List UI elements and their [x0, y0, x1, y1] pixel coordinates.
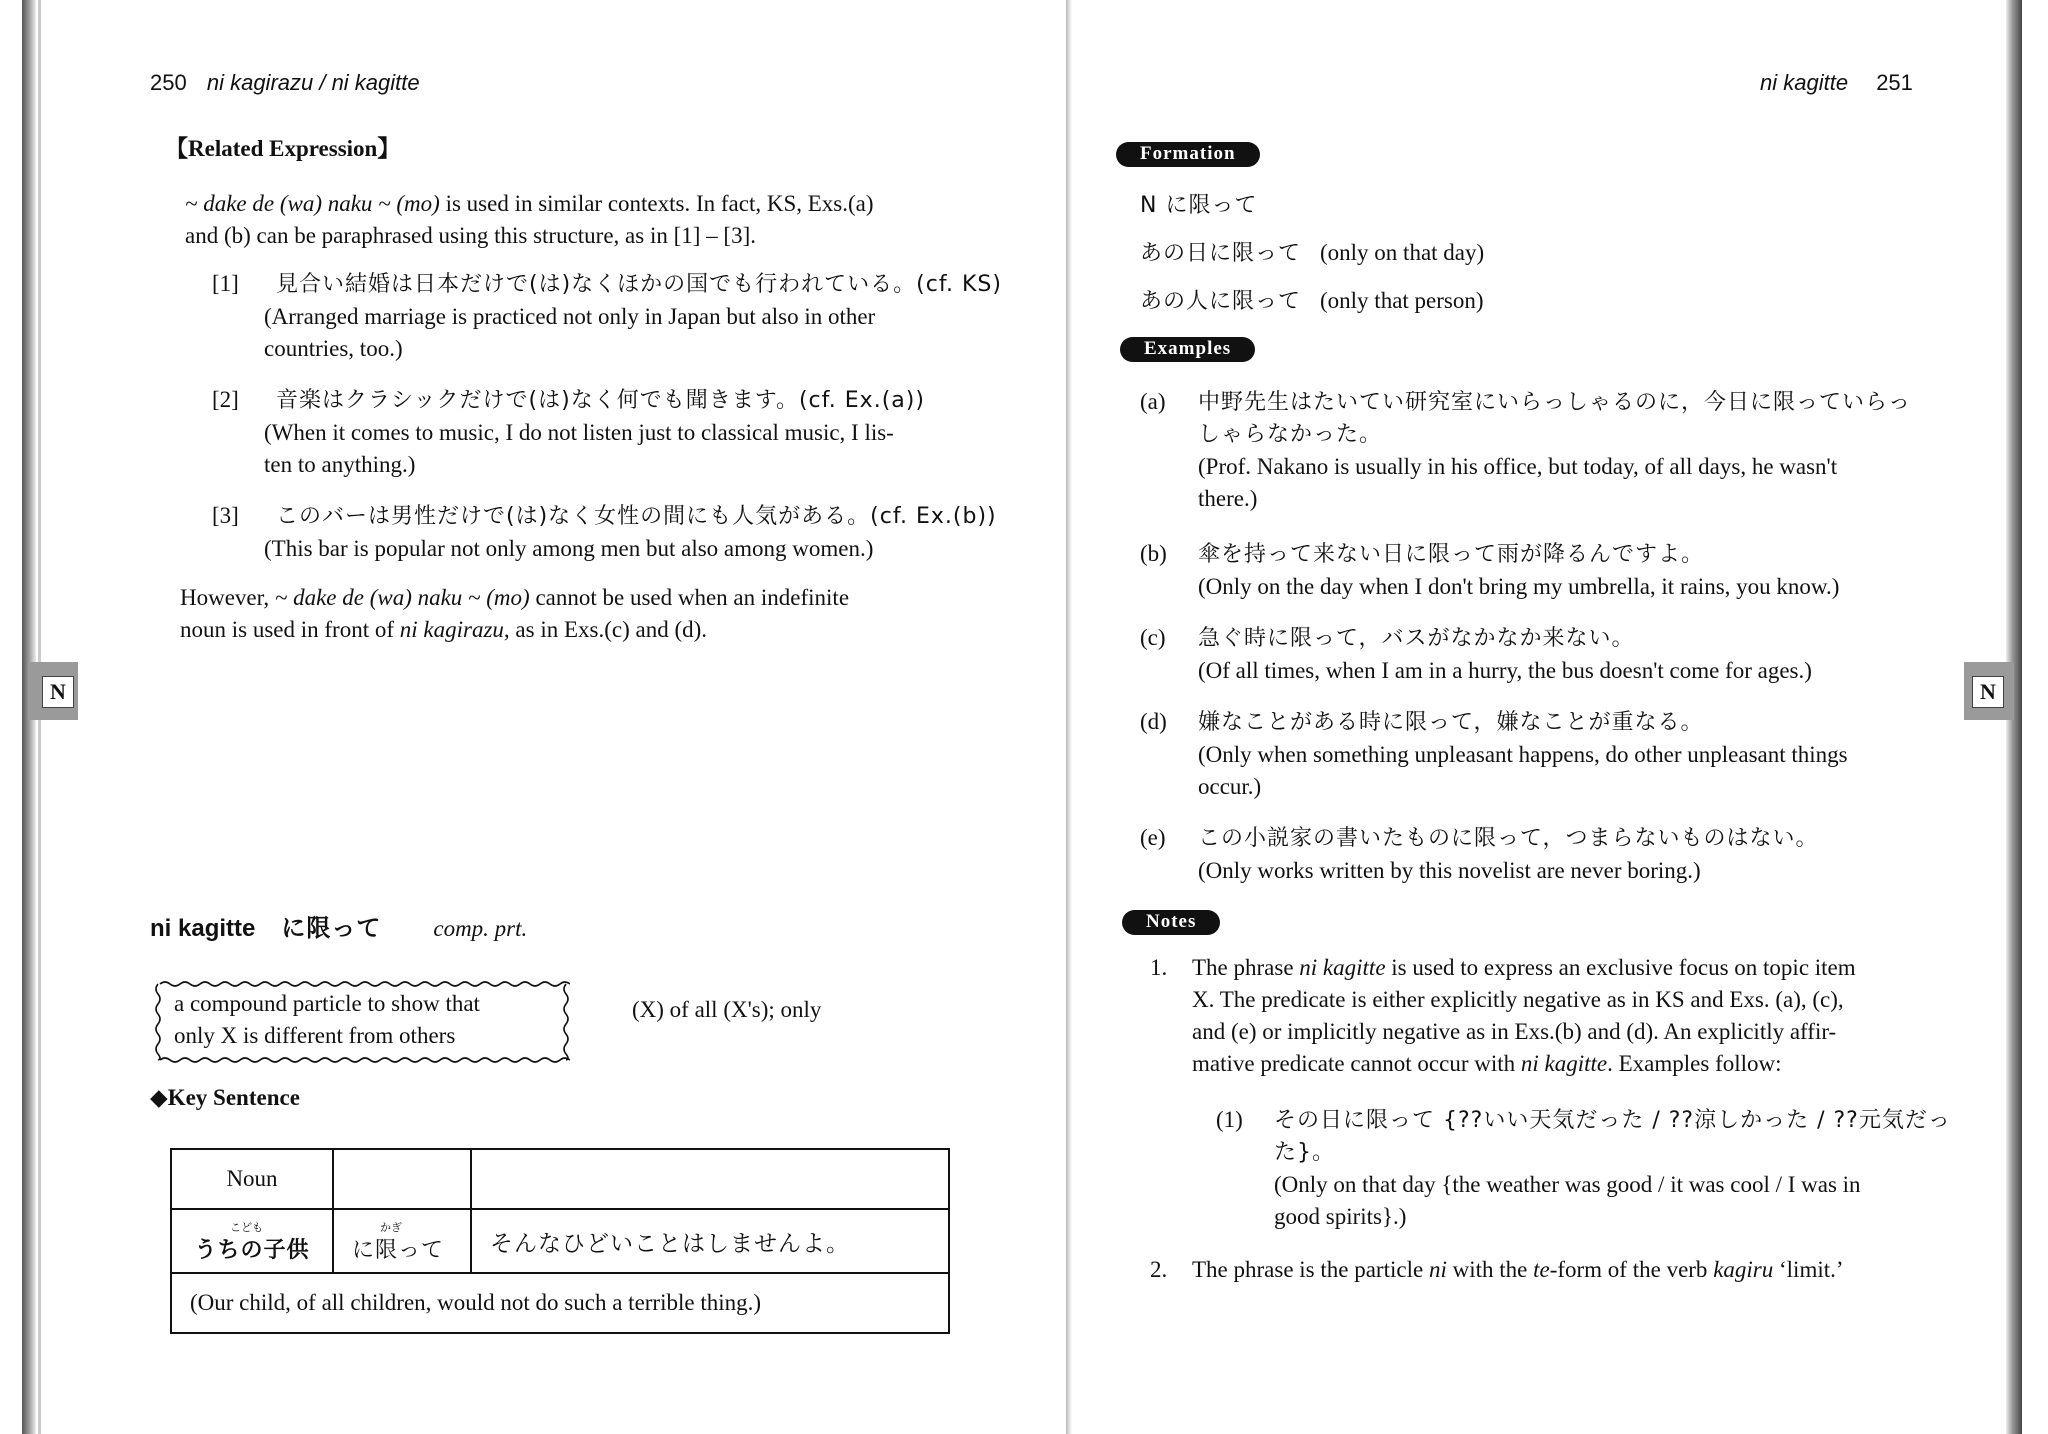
italic-term: te [1533, 1257, 1550, 1282]
italic-term: ~ dake de (wa) naku ~ (mo) [185, 191, 440, 216]
italic-term: ni kagitte [1299, 955, 1386, 980]
entry-japanese: に限って [281, 914, 382, 942]
note-example-japanese: その日に限って {??いい天気だった / ??涼しかった / ??元気だっ [1274, 1108, 1951, 1133]
table-cell-particle [333, 1209, 471, 1273]
note-line [1192, 1254, 1992, 1286]
example-japanese: この小説家の書いたものに限って，つまらないものはない。 [1198, 826, 1819, 851]
related-however-line [180, 614, 980, 646]
example-label: (c) [1140, 625, 1166, 650]
italic-term: ~ dake de (wa) naku ~ (mo) [274, 585, 530, 610]
text-segment: The phrase [1192, 955, 1300, 980]
entry-romaji: ni kagitte [150, 915, 256, 942]
note-example-japanese-continued: た}。 [1274, 1140, 1335, 1165]
formation-item [1140, 188, 1484, 236]
example-japanese-continued: しゃらなかった。 [1198, 422, 1383, 447]
example-japanese: 傘を持って来ない日に限って雨が降るんですよ。 [1198, 542, 1705, 567]
definition-box [154, 980, 570, 1064]
example-translation-continued: occur.) [1198, 774, 1262, 799]
section-tab [28, 662, 78, 720]
text-segment: , as in Exs.(c) and (d). [503, 617, 708, 642]
formation-section [1116, 142, 1260, 167]
running-title: ni kagirazu / ni kagitte [206, 70, 420, 95]
example-japanese: 見合い結婚は日本だけで(は)なくほかの国でも行われている。(cf. KS) [276, 272, 1002, 297]
formation-english: (only on that day) [1320, 240, 1485, 265]
examples-section [1120, 337, 1255, 362]
running-header [1760, 70, 1913, 96]
text-segment: . Examples follow: [1607, 1051, 1782, 1076]
text-segment: The phrase is the particle [1192, 1257, 1429, 1282]
note-body [1192, 952, 1992, 1080]
formation-japanese: N に限って [1140, 193, 1258, 218]
formation-japanese: あの人に限って [1140, 289, 1302, 314]
note-example-translation-continued: good spirits}.) [1274, 1204, 1407, 1229]
example-translation: (Only on the day when I don't bring my umbrella, it rains, you know.) [1198, 574, 1840, 599]
noun-furigana: こども [230, 1221, 263, 1234]
formation-label: Formation [1116, 142, 1260, 167]
related-intro [185, 188, 975, 252]
text-segment: and (e) or implicitly negative as in Exs.(b) and (d). An explicitly affir- [1192, 1019, 1837, 1044]
table-cell-translation: (Our child, of all children, would not do such a terrible thing.) [171, 1273, 949, 1333]
notes-section [1122, 910, 1220, 935]
definition-line: only X is different from others [174, 1023, 456, 1048]
particle-text: に限って [352, 1238, 445, 1263]
italic-term: ni kagirazu [399, 617, 504, 642]
note-line [1192, 1016, 1992, 1048]
entry-gloss: (X) of all (X's); only [632, 997, 822, 1022]
related-example-2 [212, 384, 1002, 481]
example-e [1140, 822, 2000, 887]
example-number: [2] [212, 387, 239, 412]
example-japanese: 音楽はクラシックだけで(は)なく何でも聞きます。(cf. Ex.(a)) [276, 388, 925, 413]
note-number: 1. [1150, 955, 1168, 980]
particle-furigana: かぎ [380, 1221, 402, 1234]
table-row [171, 1273, 949, 1333]
noun-text: うちの子供 [194, 1238, 310, 1263]
note-line [1192, 1048, 1992, 1080]
formation-item [1140, 236, 1484, 284]
text-segment: -form of the verb [1549, 1257, 1714, 1282]
page-number: 251 [1876, 70, 1913, 95]
note-1-example [1216, 1104, 1996, 1233]
note-line [1192, 984, 1992, 1016]
text-segment: with the [1446, 1257, 1534, 1282]
example-japanese: 中野先生はたいてい研究室にいらっしゃるのに，今日に限っていらっ [1198, 390, 1912, 415]
table-cell-noun [171, 1209, 333, 1273]
entry-part-of-speech: comp. prt. [433, 916, 528, 941]
note-line [1192, 952, 1992, 984]
formation-list [1140, 188, 1484, 332]
example-translation: (When it comes to music, I do not listen just to classical music, I lis- [264, 420, 894, 445]
italic-term: kagiru [1713, 1257, 1774, 1282]
table-row [171, 1149, 949, 1209]
example-b [1140, 538, 2000, 603]
related-intro-line [185, 220, 975, 252]
example-translation: (This bar is popular not only among men but also among women.) [264, 536, 874, 561]
section-tab-letter: N [1972, 676, 2004, 708]
example-c [1140, 622, 2000, 687]
example-translation-continued: ten to anything.) [264, 452, 416, 477]
related-example-3 [212, 500, 1002, 565]
example-label: (b) [1140, 541, 1167, 566]
right-page [1040, 0, 2048, 1434]
formation-english: (only that person) [1320, 288, 1484, 313]
example-label: (e) [1140, 825, 1166, 850]
text-segment: mative predicate cannot occur with [1192, 1051, 1521, 1076]
running-header [150, 70, 420, 96]
text-segment: noun is used in front of [180, 617, 400, 642]
formation-item [1140, 284, 1484, 332]
note-example-translation: (Only on that day {the weather was good / it was cool / I was in [1274, 1172, 1861, 1197]
text-segment: and (b) can be paraphrased using this structure, as in [1] – [3]. [185, 223, 756, 248]
italic-term: ni kagitte [1520, 1051, 1608, 1076]
example-translation: (Arranged marriage is practiced not only in Japan but also in other [264, 304, 876, 329]
example-japanese: このバーは男性だけで(は)なく女性の間にも人気がある。(cf. Ex.(b)) [276, 504, 997, 529]
key-sentence-heading: ◆Key Sentence [150, 1085, 300, 1110]
text-segment: is used to express an exclusive focus on topic item [1385, 955, 1856, 980]
example-translation: (Of all times, when I am in a hurry, the bus doesn't come for ages.) [1198, 658, 1812, 683]
notes-label: Notes [1122, 910, 1220, 935]
related-however-line [180, 582, 980, 614]
italic-term: ni [1428, 1257, 1447, 1282]
text-segment: is used in similar contexts. In fact, KS, Exs.(a) [439, 191, 874, 216]
text-segment: cannot be used when an indefinite [529, 585, 850, 610]
text-segment: X. The predicate is either explicitly negative as in KS and Exs. (a), (c), [1192, 987, 1844, 1012]
example-d [1140, 706, 2000, 803]
related-expression-heading: 【Related Expression】 [165, 136, 401, 161]
related-intro-line [185, 188, 975, 220]
formation-japanese: あの日に限って [1140, 241, 1302, 266]
note-number: 2. [1150, 1257, 1168, 1282]
table-header-empty [471, 1149, 949, 1209]
table-cell-predicate: そんなひどいことはしませんよ。 [471, 1209, 949, 1273]
example-label: (d) [1140, 709, 1167, 734]
example-japanese: 嫌なことがある時に限って，嫌なことが重なる。 [1198, 710, 1704, 735]
example-translation: (Only when something unpleasant happens, do other unpleasant things [1198, 742, 1848, 767]
example-label: (a) [1140, 389, 1166, 414]
example-number: [3] [212, 503, 239, 528]
example-translation: (Only works written by this novelist are never boring.) [1198, 858, 1701, 883]
section-tab [1964, 662, 2014, 720]
running-title: ni kagitte [1760, 70, 1849, 95]
note-example-number: (1) [1216, 1107, 1243, 1132]
example-japanese: 急ぐ時に限って，バスがなかなか来ない。 [1198, 626, 1635, 651]
table-header-empty [333, 1149, 471, 1209]
text-segment: However, [180, 585, 275, 610]
entry-header [150, 908, 527, 943]
example-translation: (Prof. Nakano is usually in his office, but today, of all days, he wasn't [1198, 454, 1838, 479]
text-segment: ‘limit.’ [1773, 1257, 1844, 1282]
definition-line: a compound particle to show that [174, 991, 480, 1016]
table-header-noun: Noun [171, 1149, 333, 1209]
page-number: 250 [150, 70, 187, 95]
related-however [180, 582, 980, 646]
key-sentence-table [170, 1148, 950, 1334]
note-body [1192, 1254, 1992, 1286]
example-number: [1] [212, 271, 239, 296]
section-tab-letter: N [42, 676, 74, 708]
example-translation-continued: countries, too.) [264, 336, 403, 361]
example-translation-continued: there.) [1198, 486, 1258, 511]
table-row [171, 1209, 949, 1273]
gutter-shadow [1066, 0, 1072, 1434]
example-a [1140, 386, 2000, 515]
related-example-1 [212, 268, 1002, 365]
examples-label: Examples [1120, 337, 1255, 362]
